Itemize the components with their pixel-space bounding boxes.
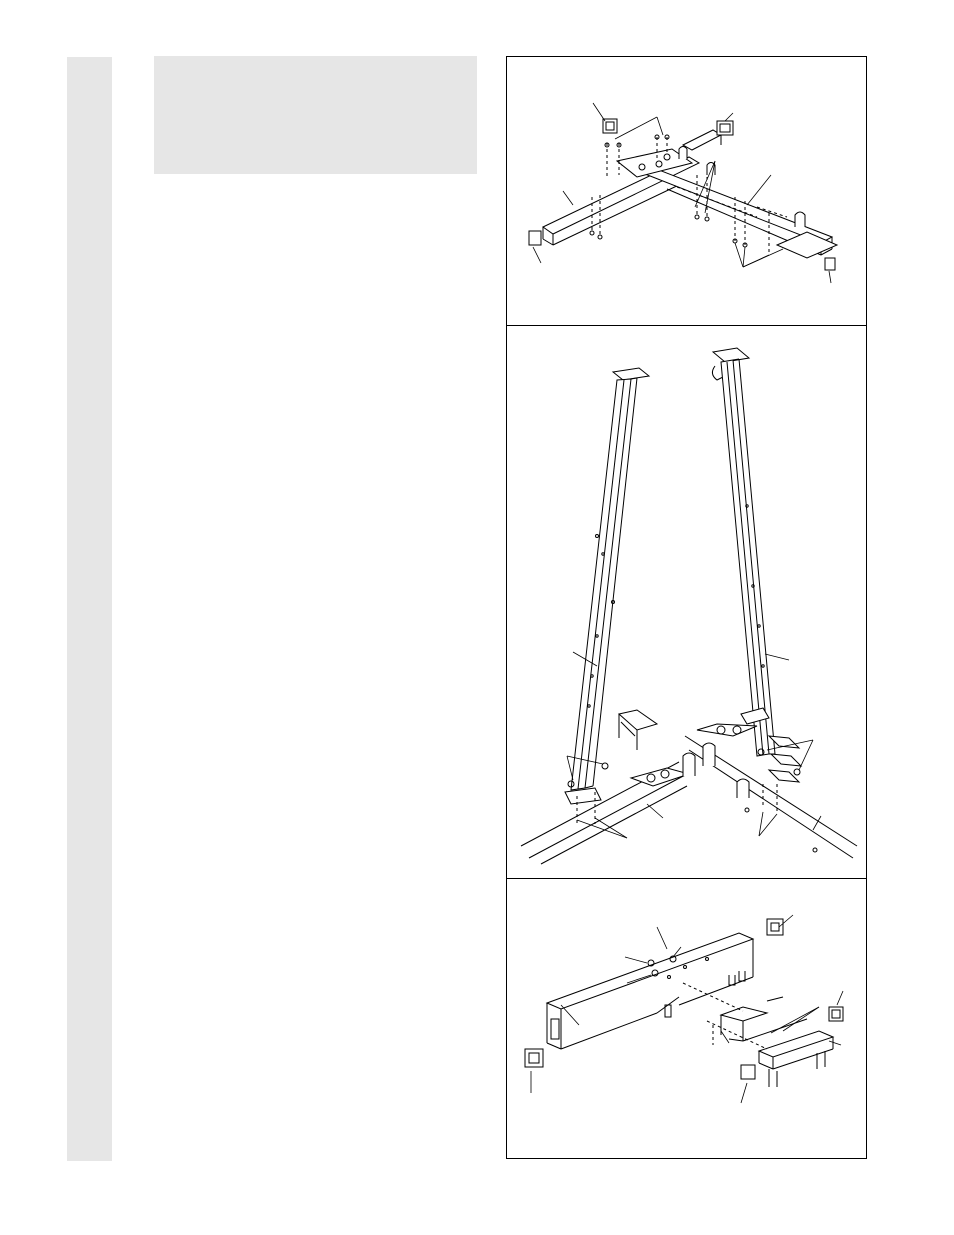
side-shaded-strip bbox=[67, 57, 112, 1161]
cross-bracket bbox=[721, 1007, 767, 1021]
figure-base-frame bbox=[506, 56, 867, 326]
end-cap bbox=[829, 1007, 843, 1021]
figure-stabilizer bbox=[506, 878, 867, 1159]
end-cap bbox=[717, 121, 733, 135]
figure-uprights bbox=[506, 325, 867, 879]
end-cap bbox=[603, 119, 617, 133]
stabilizer-tube bbox=[547, 933, 753, 1009]
rear-stub-tube bbox=[619, 710, 657, 730]
end-cap bbox=[529, 231, 541, 245]
end-cap bbox=[525, 1049, 543, 1067]
uprights-drawing bbox=[507, 326, 868, 880]
stabilizer-drawing bbox=[507, 879, 868, 1160]
step-heading-box bbox=[154, 56, 477, 174]
base-frame-drawing bbox=[507, 57, 868, 327]
end-cap bbox=[825, 258, 835, 270]
left-upright-top-plate bbox=[613, 368, 649, 380]
end-cap bbox=[767, 919, 783, 935]
center-plate-upper bbox=[697, 724, 757, 736]
end-cap bbox=[741, 1065, 755, 1079]
